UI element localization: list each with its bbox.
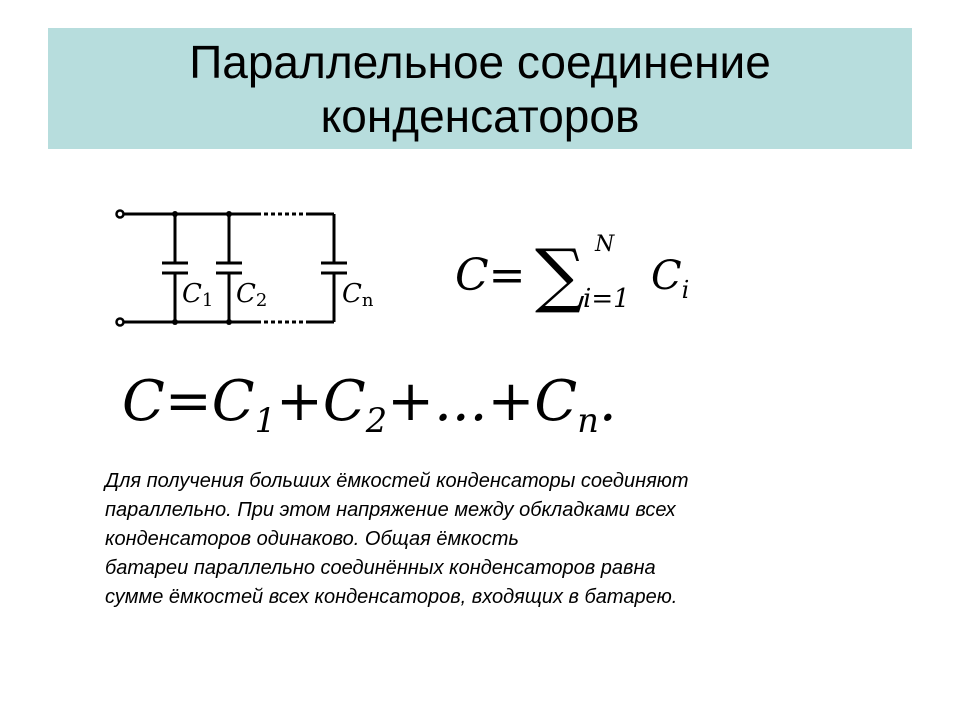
sum-upper-limit: N	[595, 232, 615, 257]
capacitor-2-label: C2	[236, 279, 268, 311]
description-line: конденсаторов одинаково. Общая ёмкость	[105, 528, 519, 550]
sum-lower-limit: i=1	[583, 284, 630, 314]
sigma-icon: ∑	[535, 234, 585, 316]
terminal-top	[117, 211, 124, 218]
page-title-line-2: конденсаторов	[320, 89, 640, 142]
junction-dot	[172, 319, 178, 325]
description-line: Для получения больших ёмкостей конденсаторы соединяют	[105, 470, 689, 492]
capacitor-n-label: Cn	[342, 279, 374, 311]
description-line: параллельно. При этом напряжение между обкладками всех	[105, 499, 676, 521]
description-line: сумме ёмкостей всех конденсаторов, входящих в батарею.	[105, 586, 678, 608]
parallel-capacitor-circuit	[112, 198, 402, 338]
terminal-bottom	[117, 319, 124, 326]
junction-dot	[226, 319, 232, 325]
junction-dot	[226, 211, 232, 217]
junction-dot	[172, 211, 178, 217]
expanded-capacitance-formula: $C=C_1+C_2+...+C_n$.	[122, 369, 617, 441]
sum-term: $C_i$	[651, 253, 690, 304]
capacitor-1-label: C1	[182, 279, 214, 311]
sum-formula	[455, 232, 705, 316]
description-paragraph	[105, 467, 825, 612]
page-title-line-1: Параллельное соединение	[189, 35, 771, 88]
sum-formula-lhs: C=	[455, 250, 526, 301]
title-band	[48, 28, 912, 149]
description-line: батареи параллельно соединённых конденсаторов равна	[105, 557, 656, 579]
